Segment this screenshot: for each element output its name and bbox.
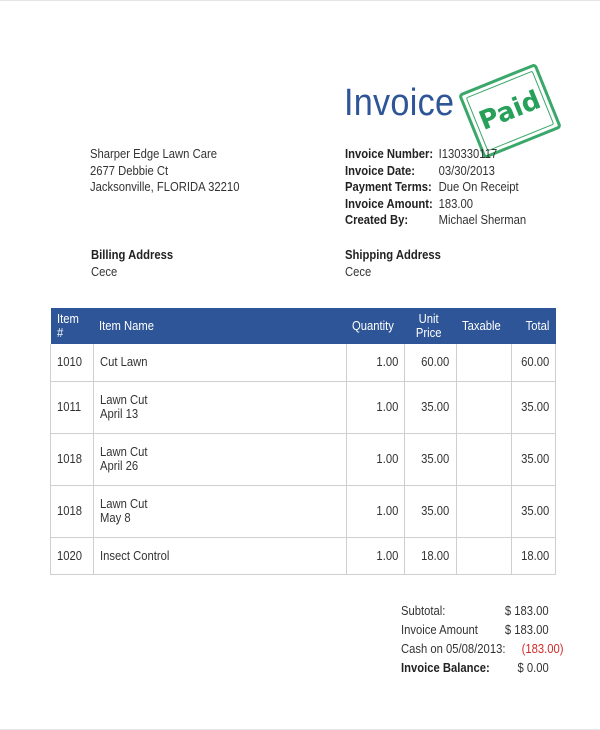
meta-row-creator bbox=[345, 212, 526, 229]
cell-quantity: 1.00 bbox=[346, 381, 405, 433]
col-header-quantity: Quantity bbox=[352, 319, 395, 333]
shipping-heading: Shipping Address bbox=[345, 248, 441, 262]
invoice-amount: 183.00 bbox=[438, 196, 474, 211]
cell-unit-price: 35.00 bbox=[405, 485, 456, 537]
meta-label: Invoice Amount: bbox=[345, 196, 433, 211]
cell-total: 35.00 bbox=[511, 381, 555, 433]
cell-item: 1018 bbox=[51, 433, 94, 485]
billing-name: Cece bbox=[91, 264, 118, 279]
summary-label: Invoice Balance: bbox=[401, 661, 490, 675]
cell-total: 18.00 bbox=[511, 537, 555, 574]
invoice-date: 03/30/2013 bbox=[438, 163, 495, 178]
cell-total: 60.00 bbox=[511, 344, 555, 381]
meta-row-number bbox=[345, 146, 526, 163]
meta-label: Created By: bbox=[345, 213, 409, 227]
col-header-total: Total bbox=[525, 319, 550, 333]
subtotal-value: $ 183.00 bbox=[505, 604, 549, 618]
meta-row-amount bbox=[345, 196, 526, 213]
payment-terms: Due On Receipt bbox=[438, 180, 519, 194]
shipping-name: Cece bbox=[345, 264, 372, 279]
cell-name: Lawn Cut April 26 bbox=[93, 433, 346, 485]
cell-quantity: 1.00 bbox=[346, 485, 405, 537]
cash-payment-value: (183.00) bbox=[521, 642, 564, 656]
sender-company: Sharper Edge Lawn Care bbox=[90, 147, 217, 161]
col-header-unit-price: Unit Price bbox=[415, 312, 442, 340]
summary-subtotal bbox=[401, 602, 549, 621]
meta-label: Payment Terms: bbox=[345, 180, 432, 194]
cell-name: Cut Lawn bbox=[93, 344, 346, 381]
invoice-title: Invoice bbox=[344, 82, 455, 124]
cell-quantity: 1.00 bbox=[346, 433, 405, 485]
table-row bbox=[51, 344, 556, 381]
cell-name: Lawn Cut April 13 bbox=[93, 381, 346, 433]
cell-unit-price: 18.00 bbox=[405, 537, 456, 574]
cell-taxable bbox=[456, 344, 511, 381]
cell-quantity: 1.00 bbox=[346, 344, 405, 381]
cell-item: 1018 bbox=[51, 485, 94, 537]
invoice-number: I130330117 bbox=[438, 147, 498, 161]
cell-unit-price: 35.00 bbox=[405, 433, 456, 485]
sender-street: 2677 Debbie Ct bbox=[90, 163, 169, 178]
billing-address bbox=[91, 247, 173, 280]
table-row bbox=[51, 433, 556, 485]
cell-item: 1011 bbox=[51, 381, 94, 433]
cell-unit-price: 35.00 bbox=[405, 381, 456, 433]
summary-invoice-amount bbox=[401, 621, 549, 640]
table-row bbox=[51, 485, 556, 537]
created-by: Michael Sherman bbox=[438, 213, 527, 227]
paid-stamp-text: Paid bbox=[474, 85, 546, 137]
col-header-item: Item # bbox=[56, 312, 79, 340]
summary-balance bbox=[401, 659, 549, 678]
shipping-address bbox=[345, 247, 441, 280]
billing-heading: Billing Address bbox=[91, 248, 174, 262]
cell-taxable bbox=[456, 485, 511, 537]
summary-cash-payment bbox=[401, 640, 564, 659]
cell-taxable bbox=[456, 537, 511, 574]
line-items-table bbox=[50, 308, 556, 575]
cell-total: 35.00 bbox=[511, 433, 555, 485]
cell-total: 35.00 bbox=[511, 485, 555, 537]
cell-name: Insect Control bbox=[93, 537, 346, 574]
cell-item: 1010 bbox=[51, 344, 94, 381]
meta-row-date bbox=[345, 163, 526, 180]
cell-unit-price: 60.00 bbox=[405, 344, 456, 381]
meta-row-terms bbox=[345, 179, 526, 196]
invoice-amount-value: $ 183.00 bbox=[505, 623, 549, 637]
col-header-taxable: Taxable bbox=[462, 319, 501, 333]
balance-value: $ 0.00 bbox=[517, 661, 549, 675]
invoice-meta bbox=[345, 146, 526, 229]
meta-label: Invoice Number: bbox=[345, 147, 434, 161]
meta-label: Invoice Date: bbox=[345, 163, 416, 178]
cell-taxable bbox=[456, 381, 511, 433]
cell-name: Lawn Cut May 8 bbox=[93, 485, 346, 537]
summary-label: Subtotal: bbox=[401, 604, 446, 618]
invoice-summary bbox=[401, 602, 564, 678]
summary-label: Invoice Amount bbox=[401, 623, 478, 637]
cell-quantity: 1.00 bbox=[346, 537, 405, 574]
table-row bbox=[51, 537, 556, 574]
col-header-name: Item Name bbox=[99, 319, 155, 333]
sender-address bbox=[90, 146, 239, 196]
table-row bbox=[51, 381, 556, 433]
sender-city: Jacksonville, FLORIDA 32210 bbox=[90, 180, 240, 194]
table-header-row bbox=[51, 308, 556, 344]
cell-taxable bbox=[456, 433, 511, 485]
cell-item: 1020 bbox=[51, 537, 94, 574]
summary-label: Cash on 05/08/2013: bbox=[401, 642, 506, 656]
